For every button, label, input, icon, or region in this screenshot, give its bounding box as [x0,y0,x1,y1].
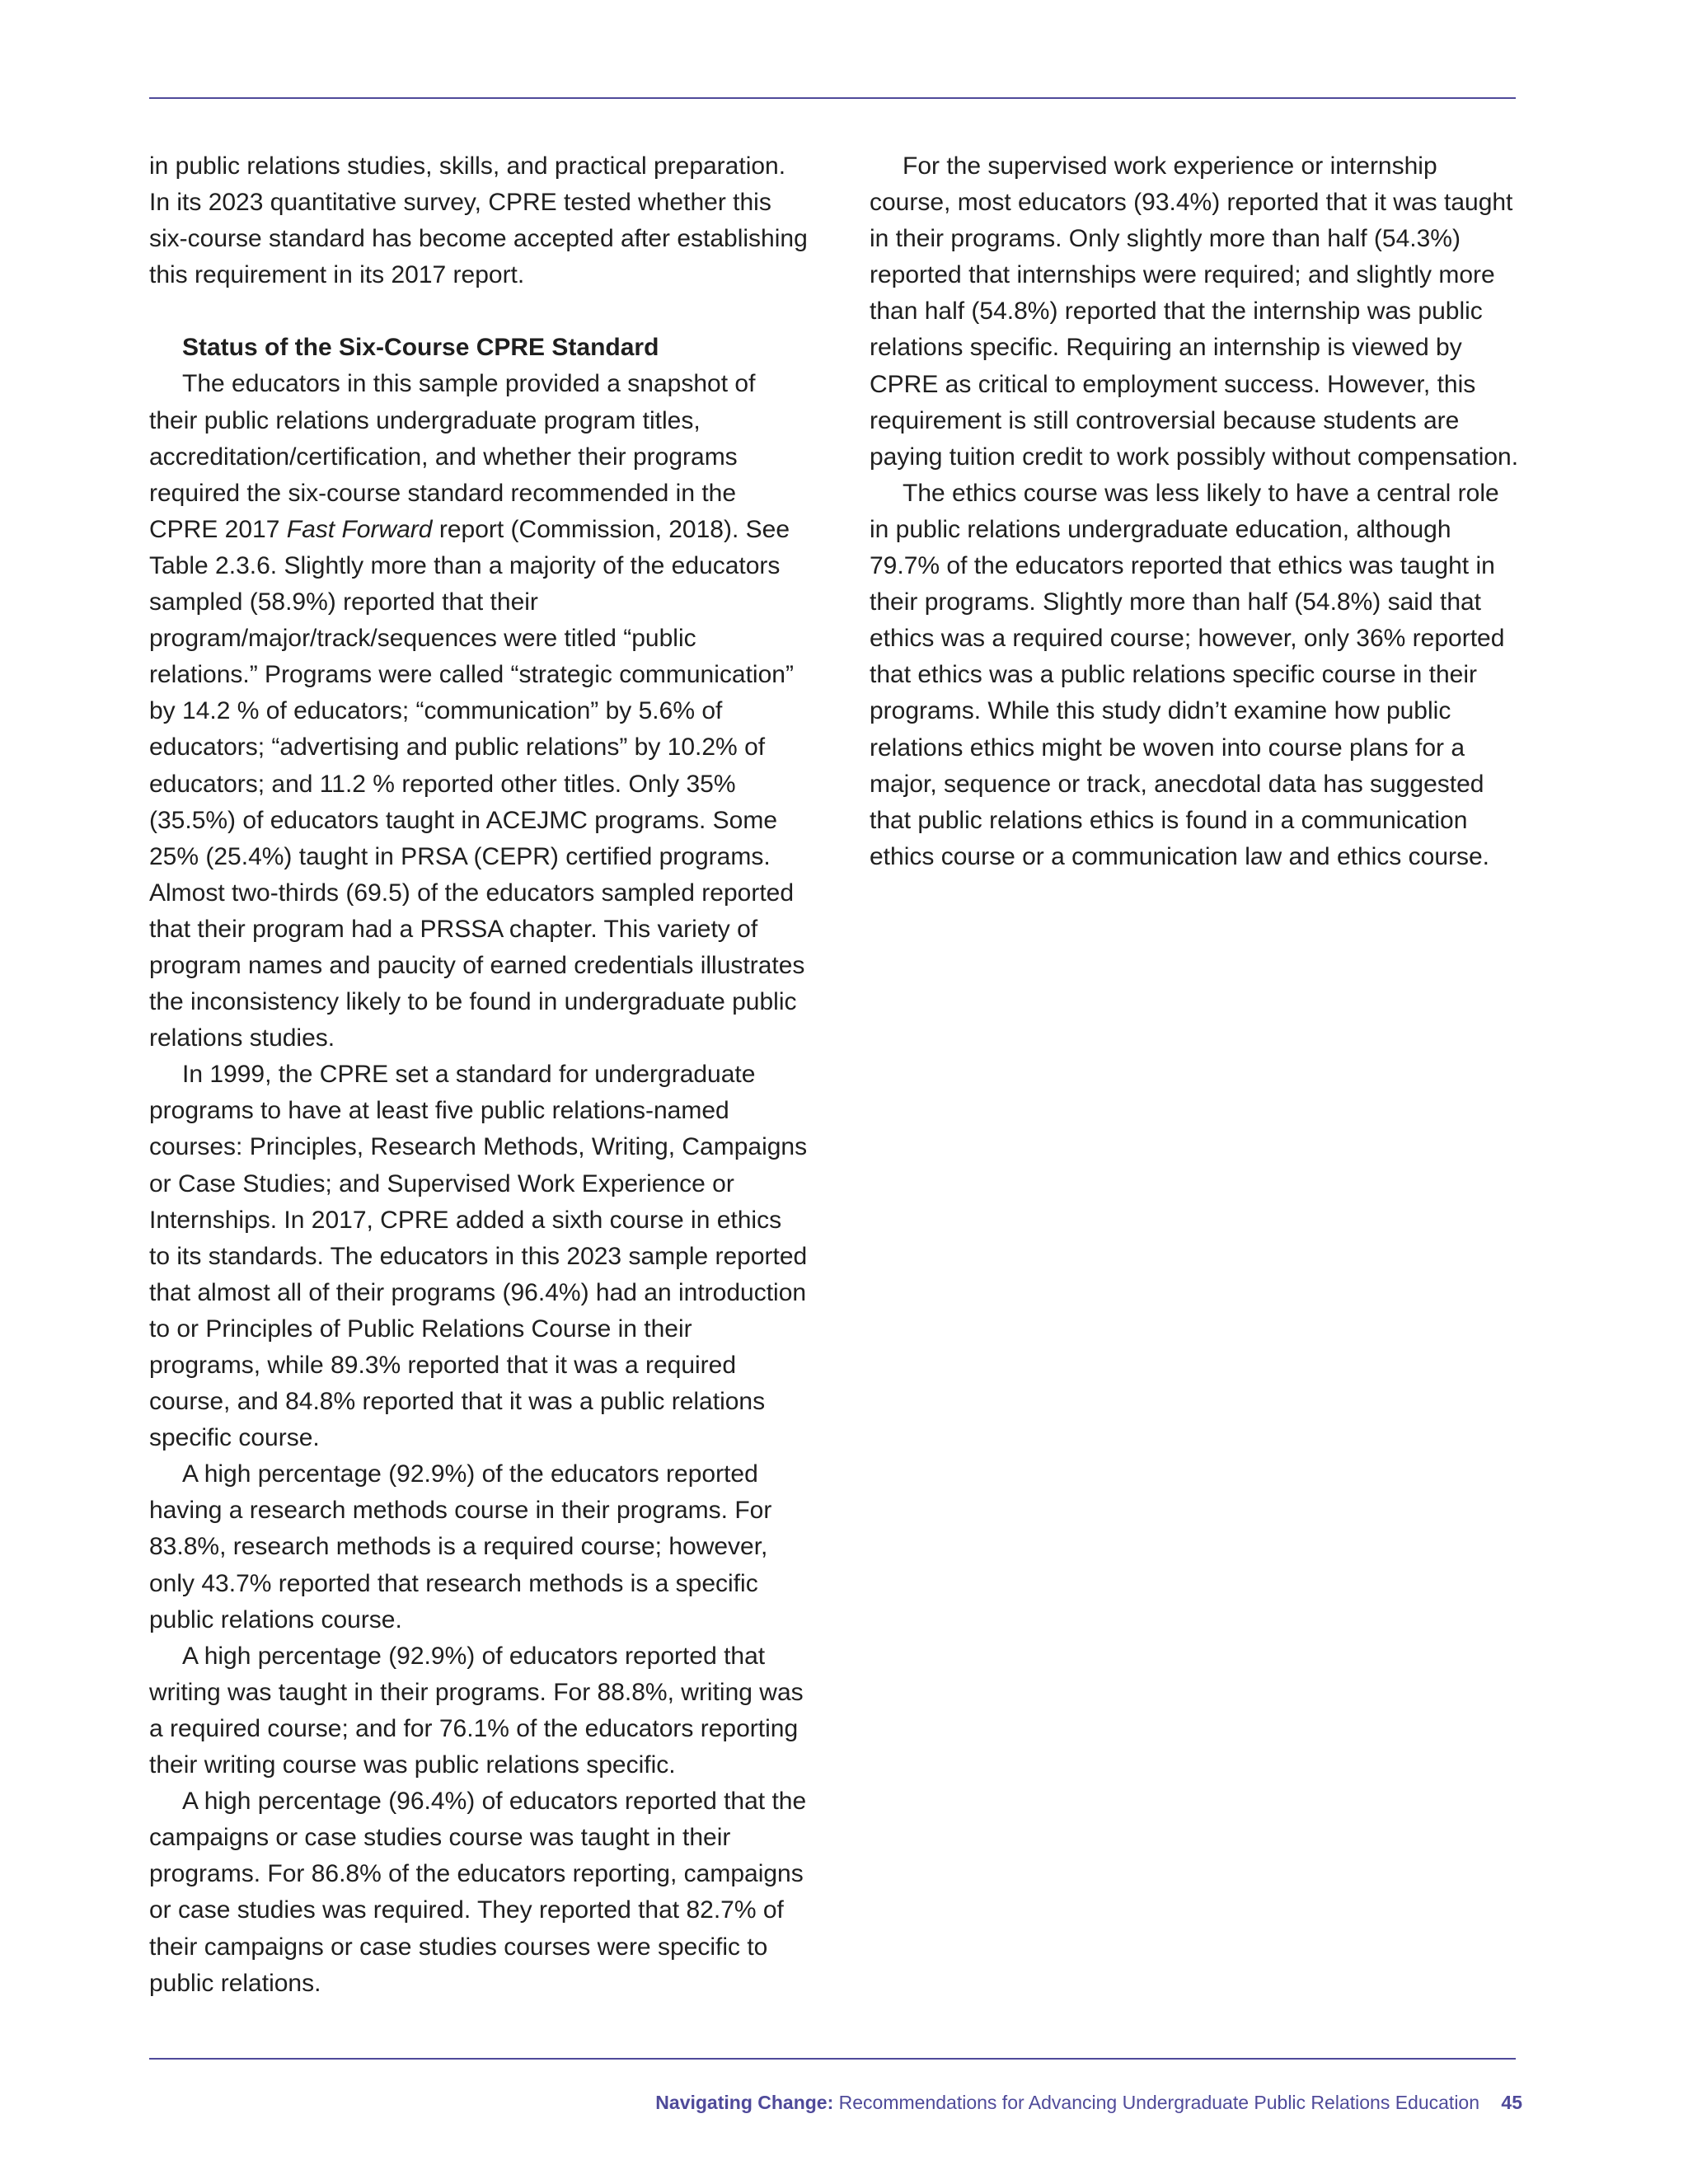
report-title: Fast Forward [286,515,433,543]
research-methods-paragraph: A high percentage (92.9%) of the educators reported having a research methods course in their programs. For 83.8%, research methods is a required course; however, only 43.7% reported that research methods is a specific public relations course. [149,1460,772,1633]
ethics-paragraph: The ethics course was less likely to have a central role in public relations undergraduate education, although 79.7% of the educators reported that ethics was taught in their programs. Slightly more than half (54.8%) said that ethics was a required course; however, only 36% reported that ethics was a public relations specific course in their programs. While this study didn’t examine how public relations ethics might be woven into course plans for a major, sequence or track, anecdotal data has suggested that public relations ethics is found in a communication ethics course or a communication law and ethics course. [870,479,1505,870]
footer-title: Recommendations for Advancing Undergraduate Public Relations Education [838,2092,1480,2113]
paragraph-gap [149,293,809,330]
section-heading: Status of the Six-Course CPRE Standard [182,334,659,362]
writing-paragraph: A high percentage (92.9%) of educators reported that writing was taught in their programs. For 88.8%, writing was a required course; and for 76.1% of the educators reporting their writing course was public relations specific. [149,1642,804,1779]
internship-paragraph: For the supervised work experience or internship course, most educators (93.4%) reported that it was taught in their programs. Only slightly more than half (54.3%) reported that internships were required; and slightly more than half (54.8%) reported that the internship was public relations specific. Requiring an internship is viewed by CPRE as critical to employment success. However, this requirement is still controversial because students are paying tuition credit to work possibly without compensation. [870,152,1519,471]
left-column [149,148,809,2002]
footer-rule [149,2058,1516,2060]
right-column [870,148,1521,875]
paragraph-text: report (Commission, 2018). See Table 2.3.6. Slightly more than a majority of the educators sampled (58.9%) reported that their program/major/track/sequences were titled “public relations.” Programs were called “strategic communication” by 14.2 % of educators; “communication” by 5.6% of educators; “advertising and public relations” by 10.2% of educators; and 11.2 % reported other titles. Only 35% (35.5%) of educators taught in ACEJMC programs. Some 25% (25.4%) taught in PRSA (CEPR) certified programs. Almost two-thirds (69.5) of the educators sampled reported that their program had a PRSSA chapter. This variety of program names and paucity of earned credentials illustrates the inconsistency likely to be found in undergraduate public relations studies. [149,515,805,1052]
principles-paragraph: In 1999, the CPRE set a standard for undergraduate programs to have at least five public relations-named courses: Principles, Research Methods, Writing, Campaigns or Case Studies; and Supervised Work Experience or Internships. In 2017, CPRE added a sixth course in ethics to its standards. The educators in this 2023 sample reported that almost all of their programs (96.4%) had an introduction to or Principles of Public Relations Course in their programs, while 89.3% reported that it was a required course, and 84.8% reported that it was a public relations specific course. [149,1061,808,1452]
intro-paragraph: in public relations studies, skills, and practical preparation. In its 2023 quantitative survey, CPRE tested whether this six-course standard has become accepted after establishing this requirement in its 2017 report. [149,152,808,289]
campaigns-paragraph: A high percentage (96.4%) of educators reported that the campaigns or case studies course was taught in their programs. For 86.8% of the educators reporting, campaigns or case studies was required. They reported that 82.7% of their campaigns or case studies courses were specific to public relations. [149,1788,807,1997]
footer-title-bold: Navigating Change: [655,2092,834,2113]
page-number: 45 [1501,2092,1522,2113]
program-titles-paragraph [149,366,809,1057]
header-rule [149,97,1516,99]
paragraph-text: The educators in this sample provided a snapshot of their public relations undergraduate program titles, accreditation/certification, and whether their programs required the six-course standard recommended in the CPRE 2017 [149,370,756,543]
page-footer [655,2092,1522,2114]
